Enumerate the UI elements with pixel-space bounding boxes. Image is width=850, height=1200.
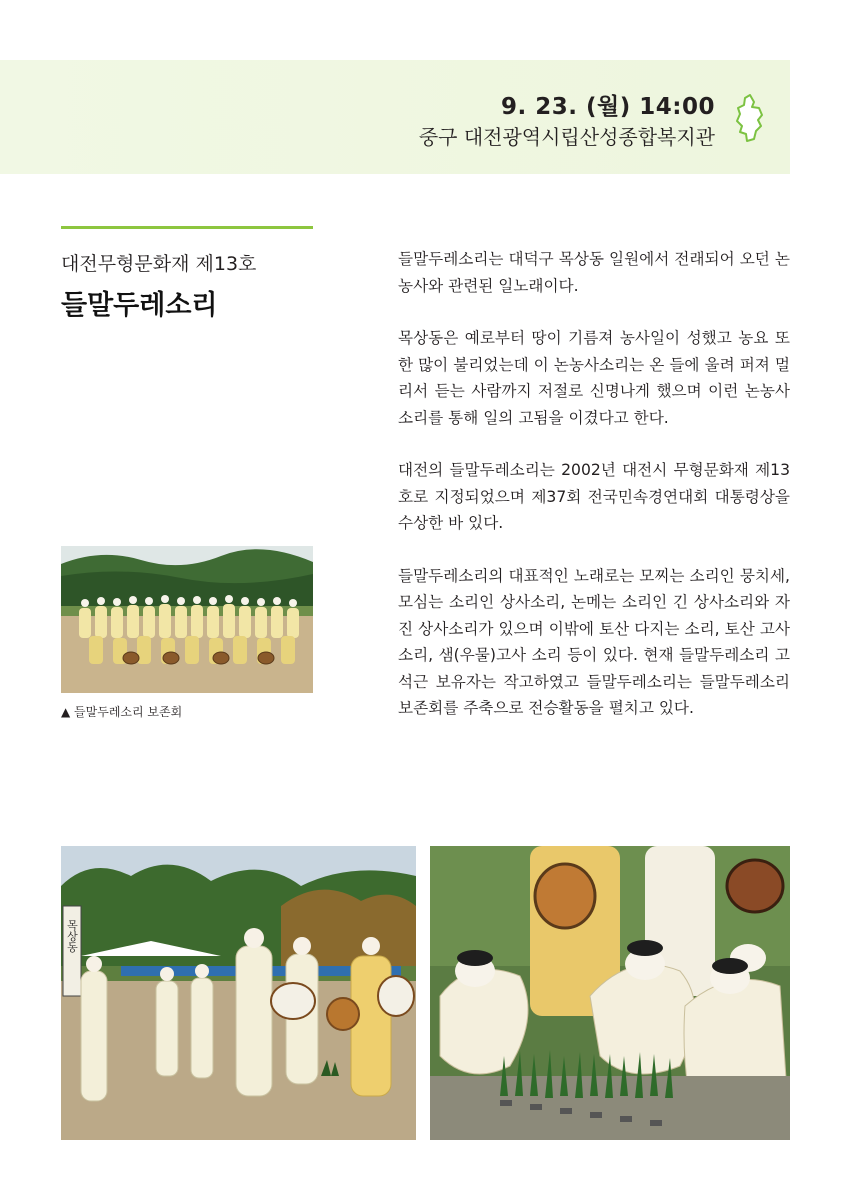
- rice-planting-photo: [430, 846, 790, 1140]
- page-title: 들말두레소리: [61, 290, 218, 321]
- event-date-time: 9. 23. (월) 14:00: [501, 94, 715, 120]
- article-body: [398, 246, 790, 748]
- group-photo: [61, 546, 313, 693]
- paragraph: 목상동은 예로부터 땅이 기름져 농사일이 성했고 농요 또한 많이 불리었는데 이 논농사소리는 온 들에 울려 퍼져 멀리서 듣는 사람까지 저절로 신명나게 했으며 이런 논농사소리를 통해 일의 고됨을 이겼다고 한다.: [398, 329, 790, 427]
- section-rule: [61, 226, 313, 229]
- heritage-designation: 대전무형문화재 제13호: [61, 253, 257, 275]
- map-region-icon: [732, 93, 766, 143]
- group-photo-caption: ▲ 들말두레소리 보존회: [61, 705, 183, 719]
- performance-photo: [61, 846, 416, 1140]
- paragraph: 들말두레소리는 대덕구 목상동 일원에서 전래되어 오던 논농사와 관련된 일노래이다.: [398, 250, 790, 295]
- banner-text: 목상동: [65, 919, 79, 953]
- event-venue: 중구 대전광역시립산성종합복지관: [418, 125, 715, 149]
- paragraph: 대전의 들말두레소리는 2002년 대전시 무형문화재 제13호로 지정되었으며 제37회 전국민속경연대회 대통령상을 수상한 바 있다.: [398, 461, 790, 532]
- paragraph: 들말두레소리의 대표적인 노래로는 모찌는 소리인 뭉치세, 모심는 소리인 상사소리, 논메는 소리인 긴 상사소리와 자진 상사소리가 있으며 이밖에 토산 다지는 소리, 토산 고사소리, 샘(우물)고사 소리 등이 있다. 현재 들말두레소리 고석근 보유자는 작고하였고 들말두레소리는 들말두레소리보존회를 주축으로 전승활동을 펼치고 있다.: [398, 566, 790, 717]
